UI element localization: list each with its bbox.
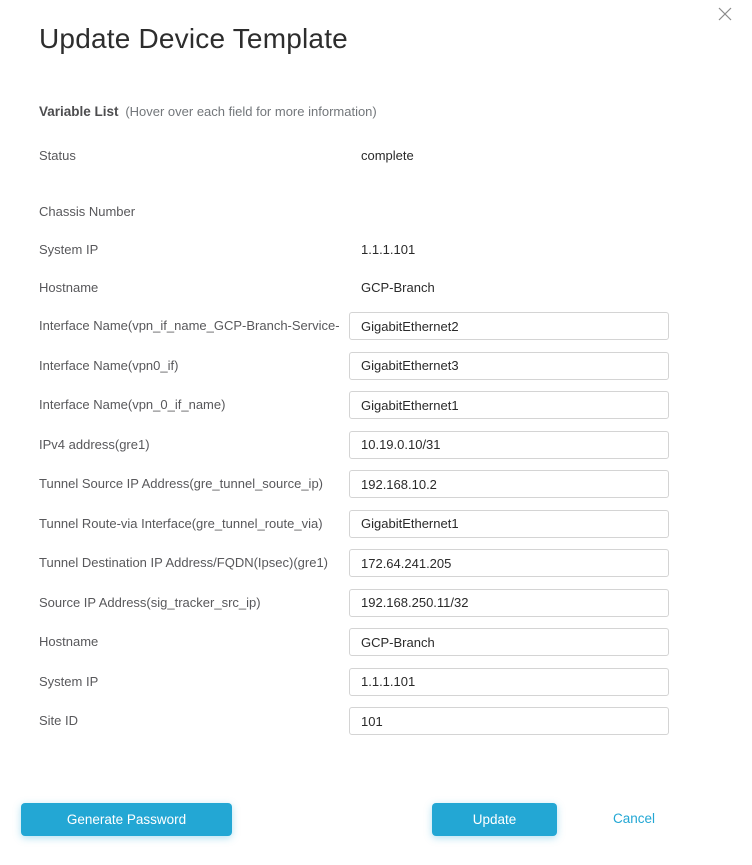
update-button[interactable]: Update bbox=[432, 803, 557, 836]
ipv4-address-gre1-input[interactable] bbox=[349, 431, 669, 459]
row-hostname-static bbox=[39, 268, 708, 306]
row-interface-name-vpn0-if bbox=[39, 352, 708, 392]
row-ipv4-address-gre1 bbox=[39, 431, 708, 471]
close-icon[interactable] bbox=[717, 6, 733, 22]
row-label-interface-name-vpn0-if: Interface Name(vpn0_if) bbox=[39, 357, 179, 373]
tunnel-route-via-input[interactable] bbox=[349, 510, 669, 538]
variable-list-title: Variable List bbox=[39, 104, 119, 119]
variable-list-hint: (Hover over each field for more information) bbox=[125, 104, 377, 119]
interface-name-vpn0-if-input[interactable] bbox=[349, 352, 669, 380]
variable-list-header bbox=[39, 103, 708, 120]
tunnel-source-ip-input[interactable] bbox=[349, 470, 669, 498]
row-label-status: Status bbox=[39, 147, 76, 163]
row-value-status: complete bbox=[361, 147, 414, 163]
row-tunnel-destination-ip bbox=[39, 549, 708, 589]
row-label-tunnel-destination-ip: Tunnel Destination IP Address/FQDN(Ipsec)(gre1) bbox=[39, 555, 329, 570]
input-rows bbox=[39, 312, 708, 747]
row-system-ip-input bbox=[39, 668, 708, 708]
row-tunnel-source-ip bbox=[39, 470, 708, 510]
row-hostname-input bbox=[39, 628, 708, 668]
row-label-system-ip-static: System IP bbox=[39, 241, 99, 257]
row-system-ip-static bbox=[39, 230, 708, 268]
modal-footer bbox=[39, 803, 708, 843]
row-value-system-ip-static: 1.1.1.101 bbox=[361, 241, 416, 257]
site-id-input[interactable] bbox=[349, 707, 669, 735]
row-status bbox=[39, 136, 708, 174]
row-tunnel-route-via bbox=[39, 510, 708, 550]
system-ip-input[interactable] bbox=[349, 668, 669, 696]
page-title: Update Device Template bbox=[39, 23, 348, 54]
tunnel-destination-ip-input[interactable] bbox=[349, 549, 669, 577]
generate-password-button[interactable]: Generate Password bbox=[21, 803, 232, 836]
row-label-hostname: Hostname bbox=[39, 634, 99, 649]
row-value-hostname-static: GCP-Branch bbox=[361, 279, 435, 295]
interface-name-service-vpn-input[interactable] bbox=[349, 312, 669, 340]
row-label-site-id: Site ID bbox=[39, 713, 79, 728]
row-label-system-ip: System IP bbox=[39, 673, 99, 689]
row-label-chassis-number: Chassis Number bbox=[39, 203, 136, 219]
row-label-tunnel-route-via: Tunnel Route-via Interface(gre_tunnel_route_via) bbox=[39, 515, 323, 531]
row-interface-name-service-vpn bbox=[39, 312, 708, 352]
row-label-interface-name-vpn-0-if-name: Interface Name(vpn_0_if_name) bbox=[39, 397, 226, 412]
row-label-ipv4-address-gre1: IPv4 address(gre1) bbox=[39, 436, 150, 452]
row-interface-name-vpn-0-if-name bbox=[39, 391, 708, 431]
row-label-source-ip-tracker: Source IP Address(sig_tracker_src_ip) bbox=[39, 594, 261, 610]
row-label-tunnel-source-ip: Tunnel Source IP Address(gre_tunnel_source_ip) bbox=[39, 476, 324, 491]
interface-name-vpn-0-if-name-input[interactable] bbox=[349, 391, 669, 419]
row-site-id-input bbox=[39, 707, 708, 747]
row-label-interface-name-service-vpn: Interface Name(vpn_if_name_GCP-Branch-Service- bbox=[39, 318, 340, 333]
hostname-input[interactable] bbox=[349, 628, 669, 656]
cancel-link[interactable]: Cancel bbox=[613, 810, 656, 826]
row-source-ip-tracker bbox=[39, 589, 708, 629]
static-rows bbox=[39, 136, 708, 306]
source-ip-tracker-input[interactable] bbox=[349, 589, 669, 617]
row-label-hostname-static: Hostname bbox=[39, 279, 99, 295]
row-chassis-number bbox=[39, 192, 708, 230]
